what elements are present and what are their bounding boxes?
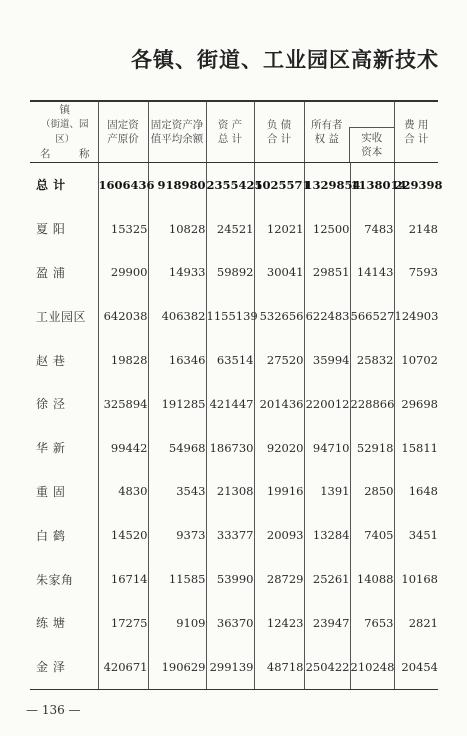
cell-d: 201436 [254, 382, 304, 426]
header-paid-in-capital: 实收 资本 [349, 127, 394, 162]
cell-f: 14143 [350, 251, 394, 295]
cell-c: 63514 [206, 338, 254, 382]
table-row [30, 251, 438, 295]
cell-d: 532656 [254, 294, 304, 338]
cell-b: 3543 [148, 470, 206, 514]
cell-g: 10702 [394, 338, 438, 382]
header-stub [30, 101, 98, 163]
cell-e: 23947 [304, 601, 350, 645]
cell-b: 191285 [148, 382, 206, 426]
cell-f: 2850 [350, 470, 394, 514]
cell-d: 19916 [254, 470, 304, 514]
header-fixed-assets-net: 固定资产净 值平均余额 [148, 101, 206, 163]
header-fixed-assets-original: 固定资 产原价 [98, 101, 148, 163]
cell-a: 15325 [98, 207, 148, 251]
cell-b: 9109 [148, 601, 206, 645]
cell-a: 1606436 [98, 163, 148, 207]
cell-f: 7405 [350, 513, 394, 557]
table-row [30, 338, 438, 382]
cell-a: 17275 [98, 601, 148, 645]
cell-f: 7483 [350, 207, 394, 251]
cell-e: 220012 [304, 382, 350, 426]
cell-g: 10168 [394, 557, 438, 601]
table-row [30, 382, 438, 426]
table-row [30, 426, 438, 470]
cell-e: 12500 [304, 207, 350, 251]
cell-c: 186730 [206, 426, 254, 470]
table-row [30, 294, 438, 338]
header-stub-name-a: 名 [40, 148, 51, 160]
cell-c: 53990 [206, 557, 254, 601]
cell-a: 4830 [98, 470, 148, 514]
cell-d: 27520 [254, 338, 304, 382]
cell-a: 642038 [98, 294, 148, 338]
row-name: 金 泽 [30, 645, 98, 689]
cell-e: 25261 [304, 557, 350, 601]
cell-c: 36370 [206, 601, 254, 645]
row-name: 赵 巷 [36, 353, 66, 368]
row-name: 重 固 [36, 484, 66, 499]
cell-g: 3451 [394, 513, 438, 557]
row-name: 朱家角 [36, 572, 74, 587]
cell-f: 52918 [350, 426, 394, 470]
cell-c: 24521 [206, 207, 254, 251]
cell-a: 99442 [98, 426, 148, 470]
cell-b: 16346 [148, 338, 206, 382]
cell-e: 1391 [304, 470, 350, 514]
cell-e: 35994 [304, 338, 350, 382]
header-stub-line1: 镇 [59, 104, 70, 116]
total-row [30, 163, 438, 207]
cell-e: 29851 [304, 251, 350, 295]
cell-b: 10828 [148, 207, 206, 251]
cell-e: 622483 [304, 294, 350, 338]
cell-c: 2355425 [206, 163, 254, 207]
cell-g: 29698 [394, 382, 438, 426]
cell-c: 299139 [206, 645, 254, 689]
cell-f: 14088 [350, 557, 394, 601]
cell-f: 566527 [350, 294, 394, 338]
cell-c: 59892 [206, 251, 254, 295]
cell-f: 1138014 [350, 163, 394, 207]
header-total-expenses: 费 用 合 计 [394, 101, 438, 163]
header-stub-name-b: 称 [79, 148, 90, 160]
cell-b: 14933 [148, 251, 206, 295]
table-row [30, 645, 438, 689]
cell-f: 228866 [350, 382, 394, 426]
cell-c: 1155139 [206, 294, 254, 338]
cell-a: 14520 [98, 513, 148, 557]
cell-d: 28729 [254, 557, 304, 601]
table-row [30, 513, 438, 557]
cell-g: 2148 [394, 207, 438, 251]
page-number: — 136 — [26, 703, 81, 717]
cell-e: 1329854 [304, 163, 350, 207]
cell-d: 48718 [254, 645, 304, 689]
header-owner-equity: 所有者 权 益 实收 资本 [304, 101, 394, 163]
cell-b: 54968 [148, 426, 206, 470]
cell-d: 1025571 [254, 163, 304, 207]
row-name: 白 鹤 [36, 528, 66, 543]
cell-c: 421447 [206, 382, 254, 426]
cell-f: 25832 [350, 338, 394, 382]
header-total-assets: 资 产 总 计 [206, 101, 254, 163]
cell-d: 30041 [254, 251, 304, 295]
cell-g: 124903 [394, 294, 438, 338]
statistics-table [30, 100, 443, 690]
cell-a: 420671 [98, 645, 148, 689]
header-stub-line2: （街道、园区） [40, 119, 89, 145]
header-total-liabilities: 负 债 合 计 [254, 101, 304, 163]
table-row [30, 601, 438, 645]
cell-a: 19828 [98, 338, 148, 382]
cell-f: 7653 [350, 601, 394, 645]
row-name: 总 计 [36, 178, 66, 193]
cell-a: 16714 [98, 557, 148, 601]
cell-e: 94710 [304, 426, 350, 470]
cell-g: 229398 [394, 163, 438, 207]
cell-b: 918980 [148, 163, 206, 207]
table-row [30, 207, 438, 251]
cell-d: 92020 [254, 426, 304, 470]
cell-g: 2821 [394, 601, 438, 645]
row-name: 华 新 [36, 441, 66, 456]
cell-b: 11585 [148, 557, 206, 601]
table-row [30, 470, 438, 514]
cell-a: 325894 [98, 382, 148, 426]
cell-b: 9373 [148, 513, 206, 557]
cell-d: 20093 [254, 513, 304, 557]
cell-g: 20454 [394, 645, 438, 689]
cell-c: 21308 [206, 470, 254, 514]
row-name: 工业园区 [36, 309, 87, 324]
cell-a: 29900 [98, 251, 148, 295]
cell-b: 190629 [148, 645, 206, 689]
table-row [30, 557, 438, 601]
cell-g: 7593 [394, 251, 438, 295]
cell-d: 12021 [254, 207, 304, 251]
row-name: 徐 泾 [36, 397, 66, 412]
row-name: 夏 阳 [36, 222, 66, 237]
cell-d: 12423 [254, 601, 304, 645]
page-title: 各镇、街道、工业园区高新技术 [131, 48, 439, 72]
cell-g: 1648 [394, 470, 438, 514]
row-name: 盈 浦 [36, 265, 66, 280]
cell-b: 406382 [148, 294, 206, 338]
cell-f: 210248 [350, 645, 394, 689]
cell-e: 250422 [304, 645, 350, 689]
cell-c: 33377 [206, 513, 254, 557]
cell-e: 13284 [304, 513, 350, 557]
cell-g: 15811 [394, 426, 438, 470]
row-name: 练 塘 [36, 616, 66, 631]
